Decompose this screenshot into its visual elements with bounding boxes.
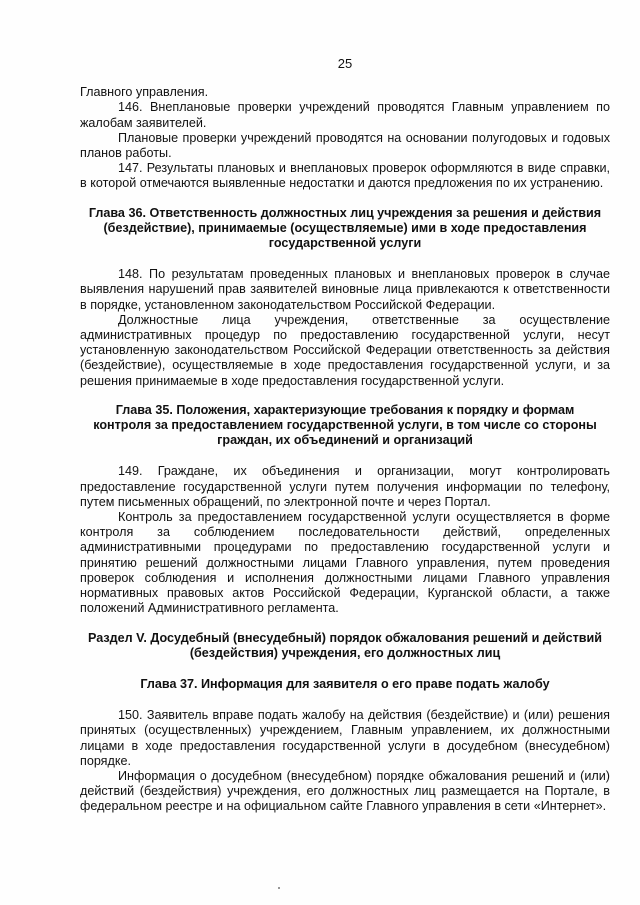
chapter-36-heading: Глава 36. Ответственность должностных лиц учреждения за решения и действия (бездействие), принимаемые (осуществляемые) ими в ходе предоставления государственной услуги — [88, 205, 602, 251]
scan-speck — [278, 887, 280, 889]
paragraph-149: 149. Граждане, их объединения и организации, могут контролировать предоставление государственной услуги путем получения информации по телефону, путем письменных обращений, по электронной почте и через Портал. — [80, 464, 610, 509]
section-5-heading: Раздел V. Досудебный (внесудебный) порядок обжалования решений и действий (бездействия) учреждения, его должностных лиц — [88, 630, 602, 660]
document-page — [80, 56, 610, 815]
paragraph-planned-checks: Плановые проверки учреждений проводятся на основании полугодовых и годовых планов работы. — [80, 130, 610, 161]
paragraph-continuation: Главного управления. — [80, 85, 209, 100]
paragraph-150: 150. Заявитель вправе подать жалобу на действия (бездействие) и (или) решения принятых (осуществленных) учреждением, Главным управлением, их должностными лицами в ходе предоставления государственной услуги в досудебном (внесудебном) порядке. — [80, 708, 610, 768]
chapter-35-heading: Глава 35. Положения, характеризующие требования к порядку и формам контроля за предоставлением государственной услуги, в том числе со стороны граждан, их объединений и организаций — [93, 402, 597, 448]
paragraph-147: 147. Результаты плановых и внеплановых проверок оформляются в виде справки, в которой отмечаются выявленные недостатки и даются предложения по их устранению. — [80, 161, 610, 191]
page-number: 25 — [337, 56, 353, 71]
paragraph-control: Контроль за предоставлением государственной услуги осуществляется в форме контроля за соблюдением последовательности действий, определенных административными процедурами по предоставлению государственной услуги и принятию решений должностными лицами Главного управления, путем проведения проверок соблюдения и исполнения должностными лицами Главного управления нормативных правовых актов Российской Федерации, Курганской области, а также положений Административного регламента. — [80, 510, 610, 616]
paragraph-responsibility: Должностные лица учреждения, ответственные за осуществление административных процедур по предоставлению государственной услуги, несут установленную законодательством Российской Федерации ответственность за действия (бездействие), осуществляемые в ходе предоставления государственной услуги, и за решения принимаемые в ходе предоставления государственной услуги. — [80, 312, 610, 388]
chapter-37-heading: Глава 37. Информация для заявителя о его праве подать жалобу — [140, 676, 550, 691]
paragraph-appeal-info: Информация о досудебном (внесудебном) порядке обжалования решений и (или) действий (бездействия) учреждения, его должностных лиц размещается на Портале, в федеральном реестре и на официальном сайте Главного управления в сети «Интернет». — [80, 768, 610, 814]
paragraph-146: 146. Внеплановые проверки учреждений проводятся Главным управлением по жалобам заявителей. — [80, 100, 610, 130]
paragraph-148: 148. По результатам проведенных плановых и внеплановых проверок в случае выявления нарушений прав заявителей виновные лица привлекаются к ответственности в порядке, установленном законодательством Российской Федерации. — [80, 267, 610, 312]
